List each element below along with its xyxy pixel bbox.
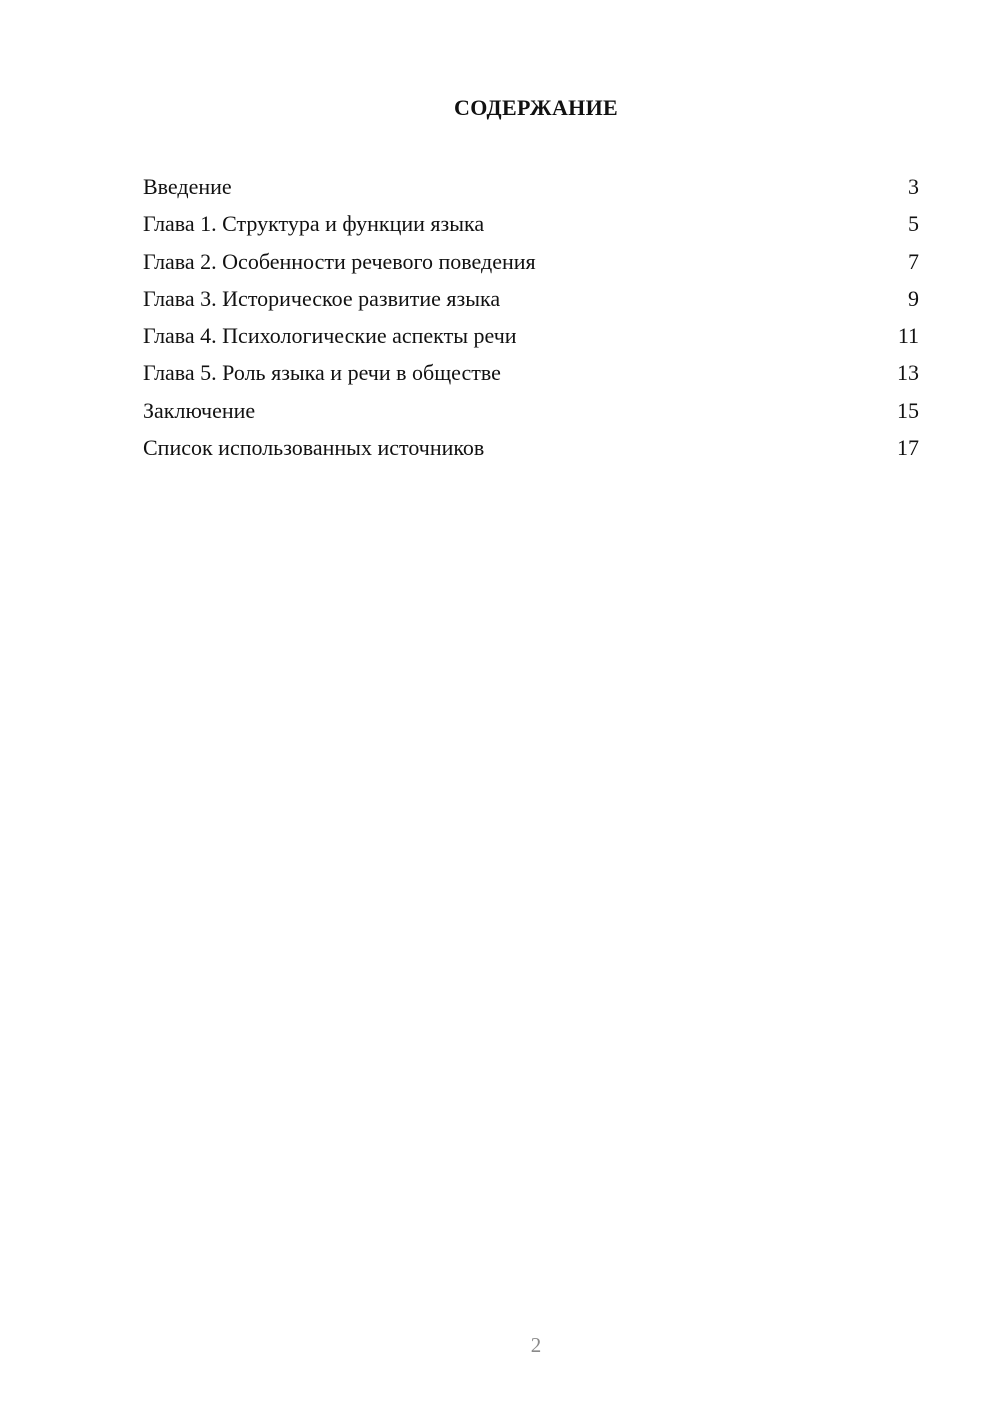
toc-entry[interactable]: [143, 205, 919, 242]
toc-entry-label: Введение: [143, 174, 232, 199]
toc-entry-page: 7: [908, 248, 919, 274]
toc-entry-label: Глава 1. Структура и функции языка: [143, 211, 485, 237]
toc-entry-label: Глава 3. Историческое развитие языка: [143, 285, 501, 311]
toc-entry[interactable]: [143, 243, 919, 280]
toc-entry[interactable]: [143, 317, 919, 354]
toc-entry-page: 11: [897, 323, 919, 349]
table-of-contents: [143, 168, 919, 466]
toc-entry-page: 17: [897, 435, 919, 461]
page-number: 2: [530, 1333, 542, 1357]
page-title: СОДЕРЖАНИЕ: [454, 95, 618, 120]
toc-entry-label: Список использованных источников: [143, 435, 485, 461]
toc-entry-page: 5: [908, 211, 919, 237]
toc-entry-page: 9: [908, 285, 919, 311]
toc-entry[interactable]: [143, 429, 919, 466]
toc-entry-label: Глава 4. Психологические аспекты речи: [143, 323, 517, 349]
toc-entry-page: 15: [897, 397, 919, 423]
toc-entry-page: 13: [897, 360, 919, 386]
toc-entry-page: 3: [908, 174, 919, 199]
toc-entry[interactable]: [143, 168, 919, 205]
toc-entry[interactable]: [143, 392, 919, 429]
toc-entry-label: Глава 5. Роль языка и речи в обществе: [143, 360, 501, 386]
toc-entry[interactable]: [143, 280, 919, 317]
toc-entry-label: Глава 2. Особенности речевого поведения: [143, 248, 536, 274]
toc-entry[interactable]: [143, 354, 919, 391]
toc-entry-label: Заключение: [143, 397, 256, 423]
